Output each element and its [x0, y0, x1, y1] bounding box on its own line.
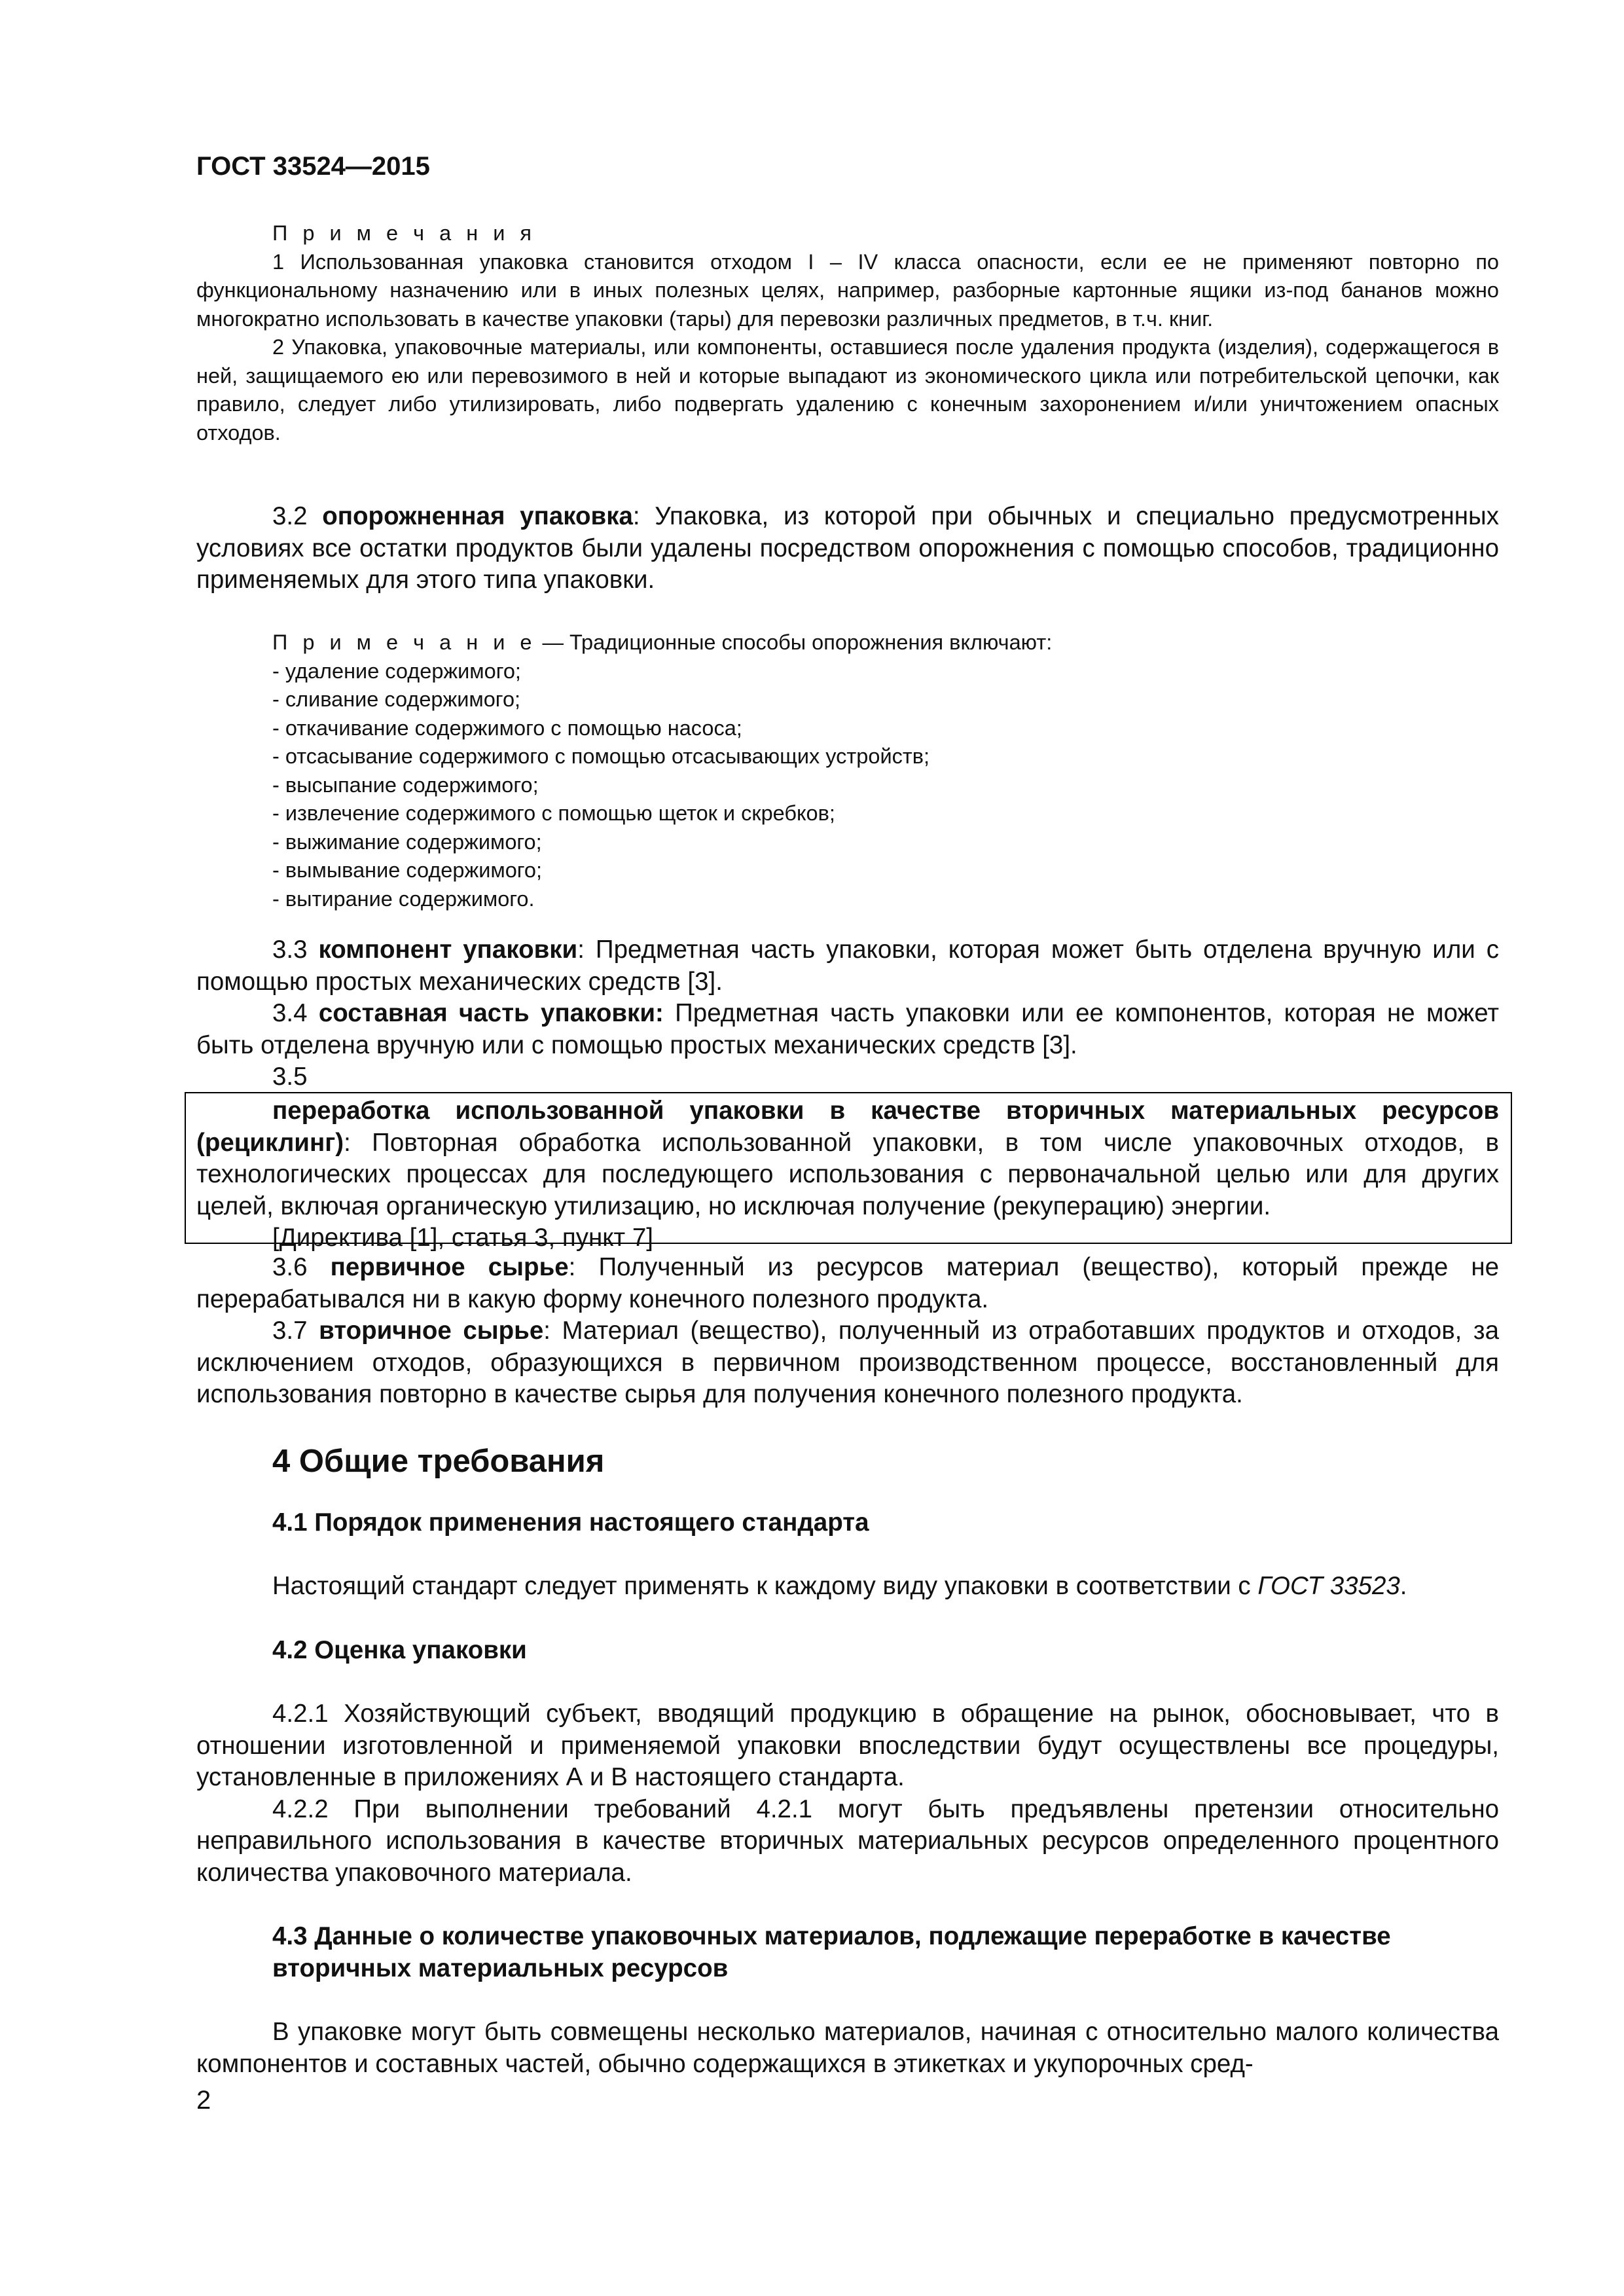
section-4-1-heading: 4.1 Порядок применения настоящего стандарта	[272, 1508, 869, 1537]
page-number: 2	[196, 2086, 211, 2115]
list-item: - вымывание содержимого;	[272, 858, 543, 882]
section-3-2: 3.2 опорожненная упаковка: Упаковка, из которой при обычных и специально предусмотренных условиях все остатки продуктов были удалены посредством опорожнения с помощью способов, традиционно применяемых для этого типа упаковки.	[196, 502, 1499, 594]
emptying-methods-list	[196, 657, 1499, 914]
section-3-3: 3.3 компонент упаковки: Предметная часть упаковки, которая может быть отделена вручную или с помощью простых механических средств [3].	[196, 936, 1500, 996]
list-item: - откачивание содержимого с помощью насоса;	[272, 716, 742, 740]
section-4-2-2: 4.2.2 При выполнении требований 4.2.1 могут быть предъявлены претензии относительно неправильного использования в качестве вторичных материальных ресурсов определенного процентного количества упаковочного материала.	[196, 1795, 1499, 1887]
sections-3-6-3-7	[196, 1252, 1499, 1411]
list-item: - высыпание содержимого;	[272, 773, 539, 797]
note-title: П р и м е ч а н и е — Традиционные способы опорожнения включают:	[272, 630, 1053, 654]
notes-title: П р и м е ч а н и я	[272, 221, 536, 245]
section-3-6: 3.6 первичное сырье: Полученный из ресурсов материал (вещество), который прежде не перерабатывался ни в какую форму конечного полезного продукта.	[196, 1253, 1500, 1313]
gost-reference: ГОСТ 33523	[1257, 1572, 1400, 1600]
note-1: 1 Использованная упаковка становится отходом I – IV класса опасности, если ее не применяют повторно по функциональному назначению или в иных полезных целях, например, разборные картонные ящики из-под бананов можно многократно использовать в качестве упаковки (тары) для перевозки различных предметов, в т.ч. книг.	[196, 249, 1499, 331]
section-4-2-1: 4.2.1 Хозяйствующий субъект, вводящий продукцию в обращение на рынок, обосновывает, что в отношении изготовленной и применяемой упаковки впоследствии будут осуществлены все процедуры, установленные в приложениях А и В настоящего стандарта.	[196, 1700, 1499, 1791]
section-3-4: 3.4 составная часть упаковки: Предметная часть упаковки или ее компонентов, которая не может быть отделена вручную или с помощью простых механических средств [3].	[196, 999, 1499, 1059]
list-item: - удаление содержимого;	[272, 659, 521, 683]
note-2: 2 Упаковка, упаковочные материалы, или компоненты, оставшиеся после удаления продукта (изделия), содержащегося в ней, защищаемого ею или перевозимого в ней и которые выпадают из экономического цикла или потребительской цепочки, как правило, следует либо утилизировать, либо подвергать удалению с конечным захоронением и/или уничтожением опасных отходов.	[196, 335, 1499, 445]
notes-block-1	[196, 219, 1499, 447]
document-header: ГОСТ 33524—2015	[196, 152, 430, 181]
section-4-2-text	[196, 1698, 1499, 1889]
section-3-5-number: 3.5	[272, 1063, 308, 1091]
term: опорожненная упаковка	[322, 502, 633, 530]
section-4-3-text: В упаковке могут быть совмещены несколько материалов, начиная с относительно малого количества компонентов и составных частей, обычно содержащихся в этикетках и укупорочных сред-	[196, 2018, 1499, 2078]
sections-3-3-3-4	[196, 934, 1499, 1093]
section-4-2-heading: 4.2 Оценка упаковки	[272, 1636, 527, 1664]
list-item: - вытирание содержимого.	[272, 886, 535, 911]
list-item: - сливание содержимого;	[272, 687, 521, 711]
list-item: - выжимание содержимого;	[272, 829, 542, 854]
notes-block-2	[196, 629, 1499, 913]
list-item: - отсасывание содержимого с помощью отсасывающих устройств;	[272, 744, 930, 768]
section-3-5: переработка использованной упаковки в качестве вторичных материальных ресурсов (рециклинг): Повторная обработка использованной упаковки, в том числе упаковочных отходов, в технологических процессах для последующего использования с первоначальной целью или для других целей, включая органическую утилизацию, но исключая получение (рекуперацию) энергии. [Директива [1], статья 3, пункт 7]	[196, 1095, 1499, 1254]
section-4-1-text: Настоящий стандарт следует применять к каждому виду упаковки в соответствии с ГОСТ 33523.	[272, 1572, 1407, 1600]
section-3-7: 3.7 вторичное сырье: Материал (вещество), полученный из отработавших продуктов и отходов, за исключением отходов, образующихся в первичном производственном процессе, восстановленный для использования повторно в качестве сырья для получения конечного полезного продукта.	[196, 1317, 1499, 1408]
section-4-heading: 4 Общие требования	[272, 1444, 605, 1479]
definition-source: [Директива [1], статья 3, пункт 7]	[272, 1224, 653, 1252]
section-4-3-heading: 4.3 Данные о количестве упаковочных материалов, подлежащие переработке в качестве вторичных материальных ресурсов	[272, 1922, 1391, 1982]
list-item: - извлечение содержимого с помощью щеток и скребков;	[272, 801, 835, 825]
